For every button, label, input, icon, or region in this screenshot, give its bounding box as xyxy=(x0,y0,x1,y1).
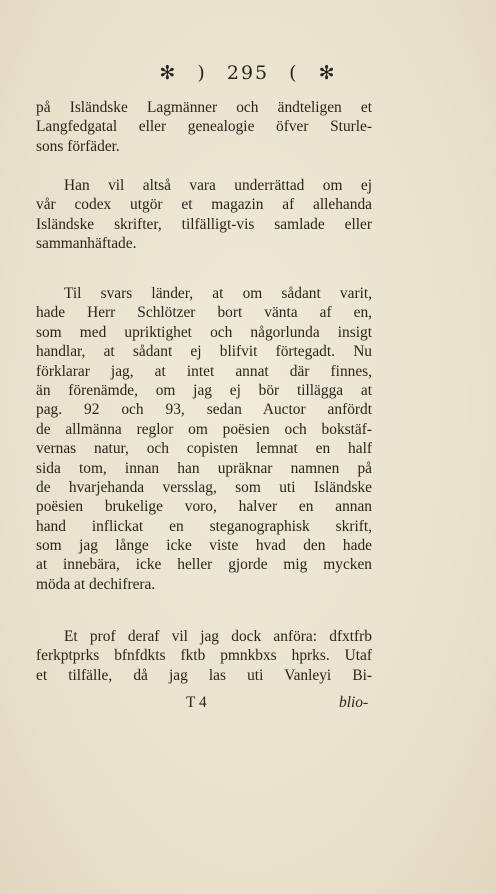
text-line: sons förfäder. xyxy=(36,137,120,155)
text-line: pag. 92 och 93, sedan Auctor anfördt xyxy=(36,401,372,419)
text-line: förklarar jag, at intet annat där finnes, xyxy=(36,362,372,380)
text-line: hade Herr Schlötzer bort vänta af en, xyxy=(36,304,372,322)
text-line: ferkptprks bfnfdkts fktb pmnkbxs hprks. Utaf xyxy=(36,647,372,665)
bracket-left: ) xyxy=(197,62,207,84)
text-line: at innebära, icke heller gjorde mig mycken xyxy=(36,556,372,574)
paragraph-1 xyxy=(36,98,372,156)
catchword: blio- xyxy=(339,694,369,711)
text-line: poësien brukelige voro, halver en annan xyxy=(36,498,372,516)
text-line: på Isländske Lagmänner och ändteligen et xyxy=(36,99,372,116)
text-line: vernas natur, och copisten lemnat en half xyxy=(36,440,372,458)
paragraph-4 xyxy=(36,627,372,685)
ornament-left: ✻ xyxy=(159,62,178,84)
bracket-right: ( xyxy=(289,62,299,84)
paragraph-3 xyxy=(36,284,372,594)
text-line: Han vil altså vara underrättad om ej xyxy=(64,177,372,194)
text-line: än förenämde, om jag ej bör tillägga at xyxy=(36,381,372,399)
ornament-right: ✻ xyxy=(318,62,337,84)
signature-mark: T 4 xyxy=(186,694,207,711)
text-line: Et prof deraf vil jag dock anföra: dfxtfrb xyxy=(64,628,372,645)
text-line: de allmänna reglor om poësien och bokstäf- xyxy=(36,420,372,438)
text-line: sida tom, innan han upräknar namnen på xyxy=(36,459,372,477)
text-line: Til svars länder, at om sådant varit, xyxy=(64,285,372,302)
text-line: Langfedgatal eller genealogie öfver Sturle- xyxy=(36,118,372,136)
text-line: de hvarjehanda versslag, som uti Isländske xyxy=(36,478,372,496)
text-line: som med upriktighet och någorlunda insigt xyxy=(36,323,372,341)
text-line: handlar, at sådant ej blifvit förtegadt. Nu xyxy=(36,343,372,361)
text-line: Isländske skrifter, tilfälligt-vis samlade eller xyxy=(36,215,372,233)
page-number: 295 xyxy=(226,62,270,84)
paragraph-2 xyxy=(36,176,372,254)
text-line: vår codex utgör et magazin af allehanda xyxy=(36,196,372,214)
text-line: möda at dechifrera. xyxy=(36,575,156,593)
text-line: som jag långe icke viste hvad den hade xyxy=(36,537,372,555)
text-line: et tilfälle, då jag las uti Vanleyi Bi- xyxy=(36,666,372,684)
running-header xyxy=(0,62,496,84)
text-line: sammanhäftade. xyxy=(36,235,137,253)
text-line: hand inflickat en steganographisk skrift, xyxy=(36,517,372,535)
